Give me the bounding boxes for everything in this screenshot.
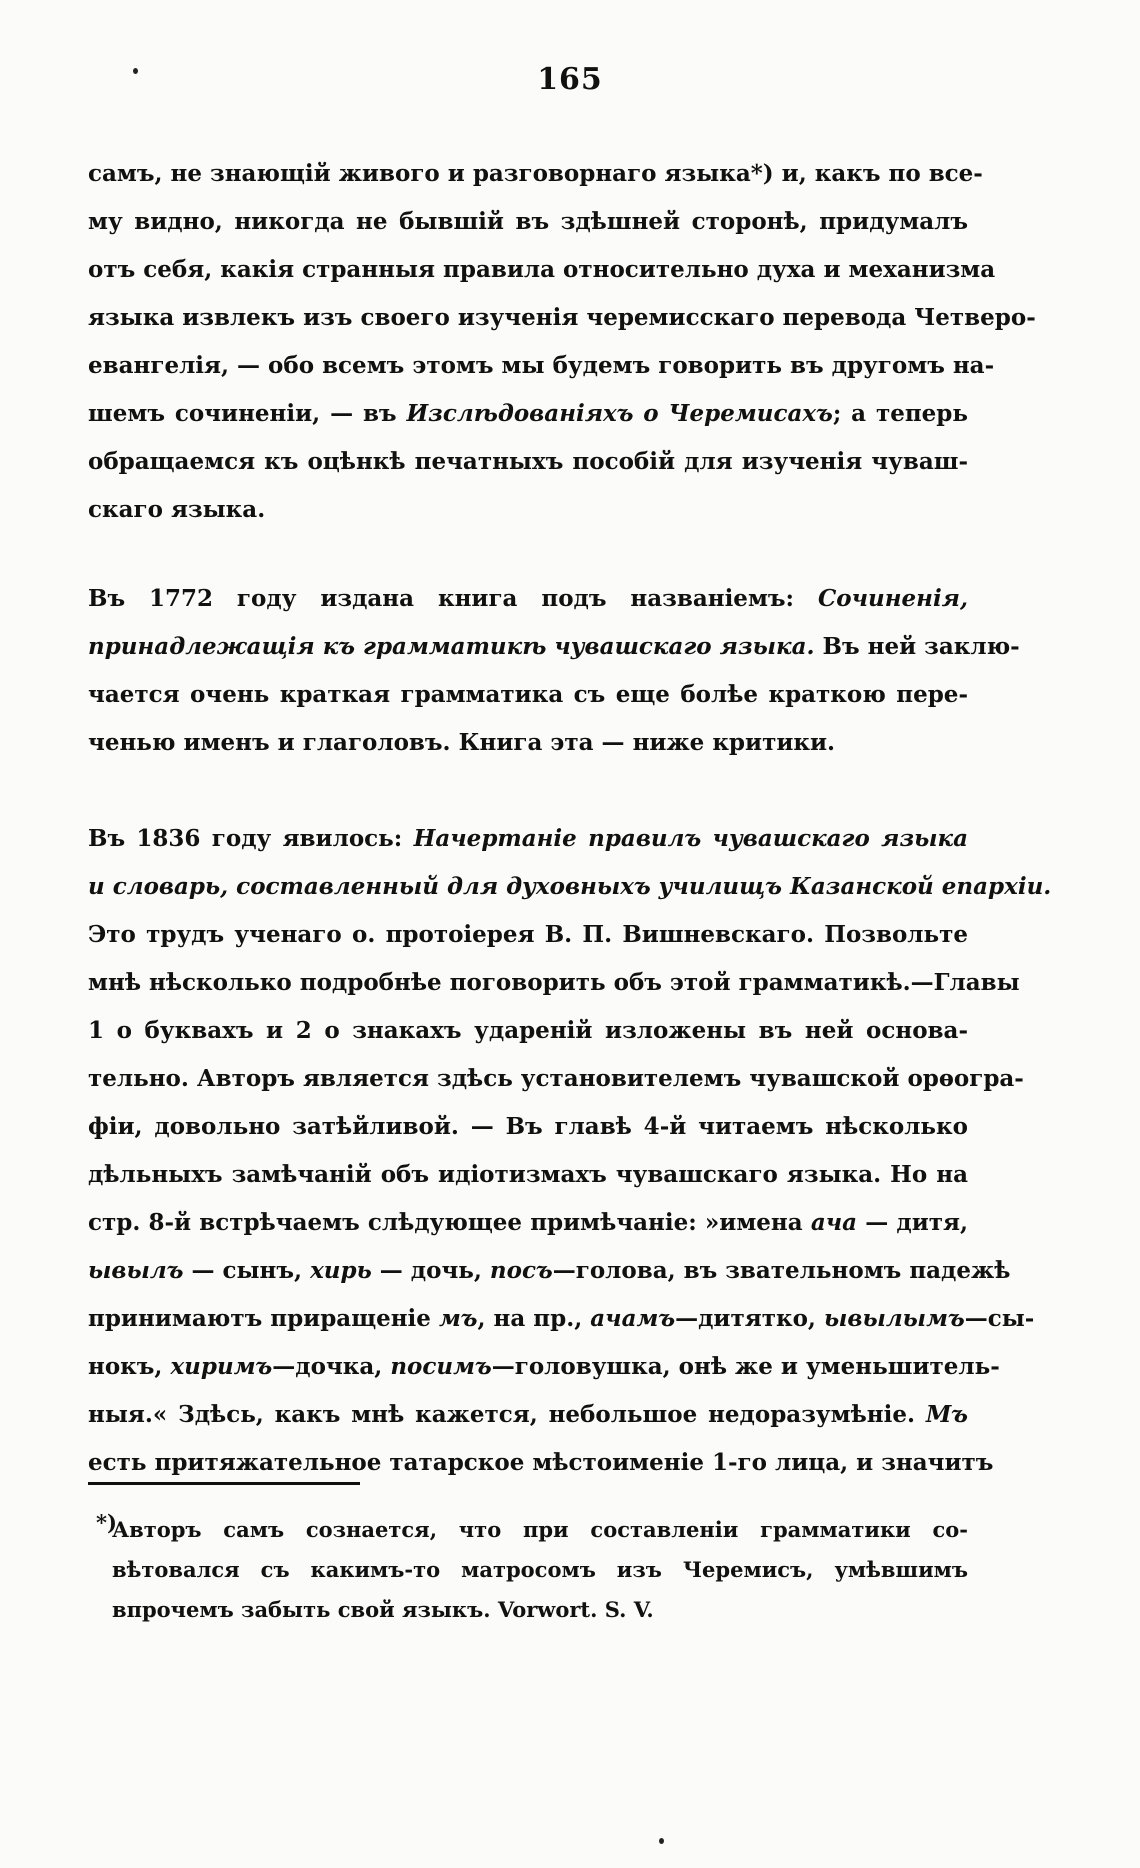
text-line: мнѣ нѣсколько подробнѣе поговорить объ этой грамматикѣ.—Главы (88, 969, 1020, 996)
text-line: отъ себя, какія странныя правила относительно духа и механизма (88, 256, 996, 283)
text-line (88, 1199, 968, 1247)
text-line: дѣльныхъ замѣчаній объ идіотизмахъ чувашскаго языка. Но на (88, 1161, 968, 1188)
page-number: 165 (537, 62, 603, 97)
paragraph-3 (88, 815, 1052, 1487)
text-line: обращаемся къ оцѣнкѣ печатныхъ пособій для изученія чуваш- (88, 448, 968, 475)
text-run: ныя.« Здѣсь, какъ мнѣ кажется, небольшое недоразумѣніе. (88, 1401, 926, 1428)
text-run: Въ ней заклю- (814, 633, 1020, 660)
italic-title: хиримъ (170, 1353, 273, 1380)
text-line: языка извлекъ изъ своего изученія черемисскаго перевода Четверо- (88, 304, 1036, 331)
text-run: шемъ сочиненіи, — въ (88, 400, 407, 427)
footnote (96, 1510, 968, 1630)
text-line (88, 1295, 1035, 1343)
italic-title: ывылъ (88, 1257, 184, 1284)
italic-title: ача (810, 1209, 858, 1236)
footnote-rule (88, 1482, 360, 1485)
italic-title: хирь (310, 1257, 372, 1284)
italic-title: Начертаніе правилъ чувашскаго языка (413, 825, 969, 852)
text-line: чается очень краткая грамматика съ еще болѣе краткою пере- (88, 681, 968, 708)
text-line (88, 575, 968, 623)
text-run: —сы- (964, 1305, 1035, 1332)
text-run: —дитятко, (675, 1305, 824, 1332)
text-line: му видно, никогда не бывшій въ здѣшней сторонѣ, придумалъ (88, 208, 968, 235)
text-line (88, 1247, 1011, 1295)
text-run: стр. 8-й встрѣчаемъ слѣдующее примѣчаніе: »имена (88, 1209, 811, 1236)
text-run: — сынъ, (183, 1257, 311, 1284)
text-line: вѣтовался съ какимъ-то матросомъ изъ Черемисъ, умѣвшимъ (112, 1557, 968, 1582)
italic-title: ачамъ (590, 1305, 676, 1332)
italic-title: ывылымъ (823, 1305, 965, 1332)
text-run: ; а теперь (832, 400, 968, 427)
text-line: Авторъ самъ сознается, что при составленіи грамматики со- (112, 1517, 968, 1542)
text-line: впрочемъ забыть свой языкъ. Vorwort. S. V. (112, 1597, 654, 1622)
text-line (88, 815, 968, 863)
text-line: 1 о буквахъ и 2 о знакахъ удареній изложены въ ней основа- (88, 1017, 968, 1044)
text-run: — дочь, (371, 1257, 490, 1284)
text-line: фіи, довольно затѣйливой. — Въ главѣ 4-й читаемъ нѣсколько (88, 1113, 968, 1140)
text-line (88, 1391, 968, 1439)
page-mark (133, 68, 138, 74)
text-line: тельно. Авторъ является здѣсь установителемъ чувашской орѳогра- (88, 1065, 1024, 1092)
text-line (88, 623, 1020, 671)
text-line: самъ, не знающій живого и разговорнаго языка*) и, какъ по все- (88, 160, 983, 187)
footnote-marker: *) (96, 1510, 117, 1535)
text-run: Въ 1772 году издана книга подъ названіемъ: (88, 585, 818, 612)
italic-title: посимъ (390, 1353, 492, 1380)
italic-title: Сочиненія, (817, 585, 968, 612)
text-run: —дочка, (272, 1353, 391, 1380)
text-run: нокъ, (88, 1353, 171, 1380)
text-line: скаго языка. (88, 496, 266, 523)
italic-title: мъ (438, 1305, 478, 1332)
paragraph-2 (88, 575, 1020, 767)
text-run: , на пр., (477, 1305, 591, 1332)
text-line: Это трудъ ученаго о. протоіерея В. П. Вишневскаго. Позвольте (88, 921, 968, 948)
text-line: есть притяжательное татарское мѣстоименіе 1-го лица, и значитъ (88, 1449, 994, 1476)
text-line (88, 1343, 1000, 1391)
italic-title: и словарь, составленный для духовныхъ училищъ Казанской епархіи. (88, 873, 1052, 900)
italic-title: принадлежащія къ грамматикѣ чувашскаго языка. (88, 633, 815, 660)
text-run: — дитя, (857, 1209, 969, 1236)
italic-title: Мъ (925, 1401, 968, 1428)
page-mark (659, 1838, 664, 1844)
paragraph-1 (88, 150, 1036, 534)
text-run: —голова, въ звательномъ падежѣ (552, 1257, 1011, 1284)
text-line (88, 863, 1052, 911)
text-line: евангелія, — обо всемъ этомъ мы будемъ говорить въ другомъ на- (88, 352, 995, 379)
italic-title: посъ (489, 1257, 553, 1284)
italic-title: Изслѣдованіяхъ о Черемисахъ (406, 400, 833, 427)
text-run: Въ 1836 году явилось: (88, 825, 414, 852)
text-run: принимаютъ приращеніе (88, 1305, 439, 1332)
text-run: —головушка, онѣ же и уменьшитель- (491, 1353, 1000, 1380)
text-line (88, 390, 968, 438)
text-line: ченью именъ и глаголовъ. Книга эта — ниже критики. (88, 729, 836, 756)
